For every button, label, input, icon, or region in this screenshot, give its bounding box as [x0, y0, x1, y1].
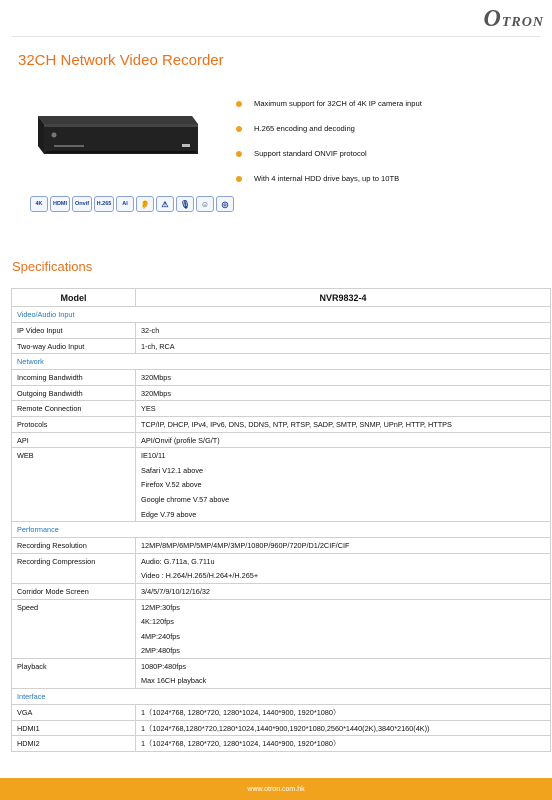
table-row — [12, 705, 551, 721]
h265-icon: H.265 — [94, 196, 114, 212]
table-row — [12, 658, 551, 688]
row-label-text: API — [17, 435, 29, 445]
section-title: Performance — [12, 522, 551, 538]
table-row — [12, 401, 551, 417]
row-value — [136, 553, 551, 583]
table-row — [12, 538, 551, 554]
bullet-icon — [236, 101, 242, 107]
footer-bar — [0, 778, 552, 800]
row-label-text: HDMI1 — [17, 723, 40, 733]
specifications-table — [11, 288, 551, 752]
row-label-text: VGA — [17, 708, 33, 718]
row-label — [12, 448, 136, 522]
specifications-heading: Specifications — [12, 259, 93, 274]
row-value — [136, 720, 551, 736]
row-label-text: Recording Compression — [17, 556, 96, 566]
view-icon: ◎ — [216, 196, 234, 212]
alarm-icon: ⚠ — [156, 196, 174, 212]
row-label — [12, 658, 136, 688]
table-row — [12, 583, 551, 599]
brand-logo — [484, 6, 544, 33]
feature-item — [236, 141, 422, 166]
logo-text: TRON — [501, 15, 544, 30]
row-value-text: 1080P:480fps — [141, 661, 187, 671]
table-row — [12, 323, 551, 339]
mic-icon: 🎙 — [176, 196, 194, 212]
row-label-text: Remote Connection — [17, 404, 82, 414]
row-value — [136, 538, 551, 554]
page-title: 32CH Network Video Recorder — [18, 52, 224, 69]
row-label-text: Speed — [17, 602, 39, 612]
table-row — [12, 385, 551, 401]
row-value-text: 2MP:480fps — [141, 646, 180, 656]
row-value — [136, 432, 551, 448]
audio-icon: 👂 — [136, 196, 154, 212]
section-row — [12, 354, 551, 370]
header-divider — [12, 36, 540, 37]
table-row — [12, 553, 551, 583]
section-row — [12, 689, 551, 705]
feature-text: H.265 encoding and decoding — [254, 124, 355, 133]
row-value — [136, 323, 551, 339]
row-value-text: 12MP:30fps — [141, 602, 180, 612]
bullet-icon — [236, 151, 242, 157]
row-value — [136, 416, 551, 432]
row-label — [12, 599, 136, 658]
row-value-text: Edge V.79 above — [141, 509, 197, 519]
feature-text: Maximum support for 32CH of 4K IP camera input — [254, 99, 422, 108]
row-label-text: Two-way Audio Input — [17, 341, 85, 351]
row-value-text: API/Onvif (profile S/G/T) — [141, 435, 220, 445]
row-value — [136, 448, 551, 522]
row-value-text: 1（1024*768, 1280*720, 1280*1024, 1440*900, 1920*1080） — [141, 739, 341, 749]
row-value-text: Google chrome V.57 above — [141, 494, 230, 504]
table-row — [12, 736, 551, 752]
row-value-text: IE10/11 — [141, 451, 166, 461]
onvif-icon: Onvif — [72, 196, 92, 212]
section-title: Network — [12, 354, 551, 370]
section-title: Video/Audio Input — [12, 307, 551, 323]
table-row — [12, 599, 551, 658]
row-value — [136, 599, 551, 658]
row-value-text: 3/4/5/7/9/10/12/16/32 — [141, 586, 210, 596]
row-label — [12, 401, 136, 417]
row-value — [136, 385, 551, 401]
table-row — [12, 338, 551, 354]
table-row — [12, 720, 551, 736]
row-value — [136, 338, 551, 354]
hdmi-icon: HDMI — [50, 196, 70, 212]
feature-item — [236, 116, 422, 141]
table-row — [12, 448, 551, 522]
row-value-text: Firefox V.52 above — [141, 480, 202, 490]
row-label — [12, 553, 136, 583]
row-label-text: Outgoing Bandwidth — [17, 388, 83, 398]
row-label — [12, 432, 136, 448]
model-header: Model — [12, 289, 136, 307]
table-row — [12, 370, 551, 386]
row-value-text: 1-ch, RCA — [141, 341, 175, 351]
row-value — [136, 658, 551, 688]
section-title: Interface — [12, 689, 551, 705]
row-label — [12, 338, 136, 354]
row-value — [136, 401, 551, 417]
row-label-text: Protocols — [17, 419, 48, 429]
row-value-text: 4K:120fps — [141, 617, 174, 627]
feature-text: With 4 internal HDD drive bays, up to 10TB — [254, 174, 400, 183]
logo-initial: O — [483, 6, 502, 32]
row-value-text: 4MP:240fps — [141, 631, 180, 641]
feature-badges — [30, 196, 234, 212]
feature-list — [236, 91, 422, 191]
row-value-text: 320Mbps — [141, 373, 172, 383]
nvr-device-image — [32, 110, 200, 158]
section-row — [12, 522, 551, 538]
ai-icon: AI — [116, 196, 134, 212]
bullet-icon — [236, 176, 242, 182]
feature-item — [236, 166, 422, 191]
row-label — [12, 323, 136, 339]
row-value-text: Safari V12.1 above — [141, 465, 204, 475]
row-label — [12, 538, 136, 554]
row-label-text: Corridor Mode Screen — [17, 586, 89, 596]
row-value-text: YES — [141, 404, 156, 414]
row-value — [136, 583, 551, 599]
row-value-text: Audio: G.711a, G.711u — [141, 556, 215, 566]
row-value — [136, 736, 551, 752]
row-value-text: 32-ch — [141, 326, 160, 335]
row-value-text: 320Mbps — [141, 388, 172, 398]
row-label-text: HDMI2 — [17, 739, 40, 749]
4k-icon: 4K — [30, 196, 48, 212]
row-label — [12, 736, 136, 752]
model-value-header: NVR9832-4 — [136, 289, 551, 307]
row-value-text: TCP/IP, DHCP, IPv4, IPv6, DNS, DDNS, NTP, RTSP, SADP, SMTP, SNMP, UPnP, HTTP, HTTPS — [141, 419, 452, 429]
row-label-text: Recording Resolution — [17, 541, 87, 551]
section-row — [12, 307, 551, 323]
row-value-text: Max 16CH playback — [141, 676, 207, 686]
row-value-text: 1（1024*768, 1280*720, 1280*1024, 1440*900, 1920*1080） — [141, 708, 341, 718]
table-header-row — [12, 289, 551, 307]
footer-url: www.otron.com.hk — [247, 785, 305, 793]
row-label — [12, 416, 136, 432]
feature-text: Support standard ONVIF protocol — [254, 149, 367, 158]
bullet-icon — [236, 126, 242, 132]
row-label-text: Playback — [17, 661, 47, 671]
row-label-text: IP Video Input — [17, 326, 63, 335]
row-value-text: 1（1024*768,1280*720,1280*1024,1440*900,1920*1080,2560*1440(2K),3840*2160(4K)) — [141, 723, 430, 733]
face-icon: ☺ — [196, 196, 214, 212]
row-label — [12, 370, 136, 386]
table-row — [12, 432, 551, 448]
row-value — [136, 370, 551, 386]
row-label-text: Incoming Bandwidth — [17, 373, 83, 383]
row-label — [12, 583, 136, 599]
row-label-text: WEB — [17, 451, 34, 461]
row-label — [12, 705, 136, 721]
feature-item — [236, 91, 422, 116]
row-label — [12, 385, 136, 401]
row-value-text: Video : H.264/H.265/H.264+/H.265+ — [141, 571, 259, 581]
row-value — [136, 705, 551, 721]
table-row — [12, 416, 551, 432]
row-value-text: 12MP/8MP/6MP/5MP/4MP/3MP/1080P/960P/720P/D1/2CIF/CIF — [141, 541, 350, 551]
row-label — [12, 720, 136, 736]
